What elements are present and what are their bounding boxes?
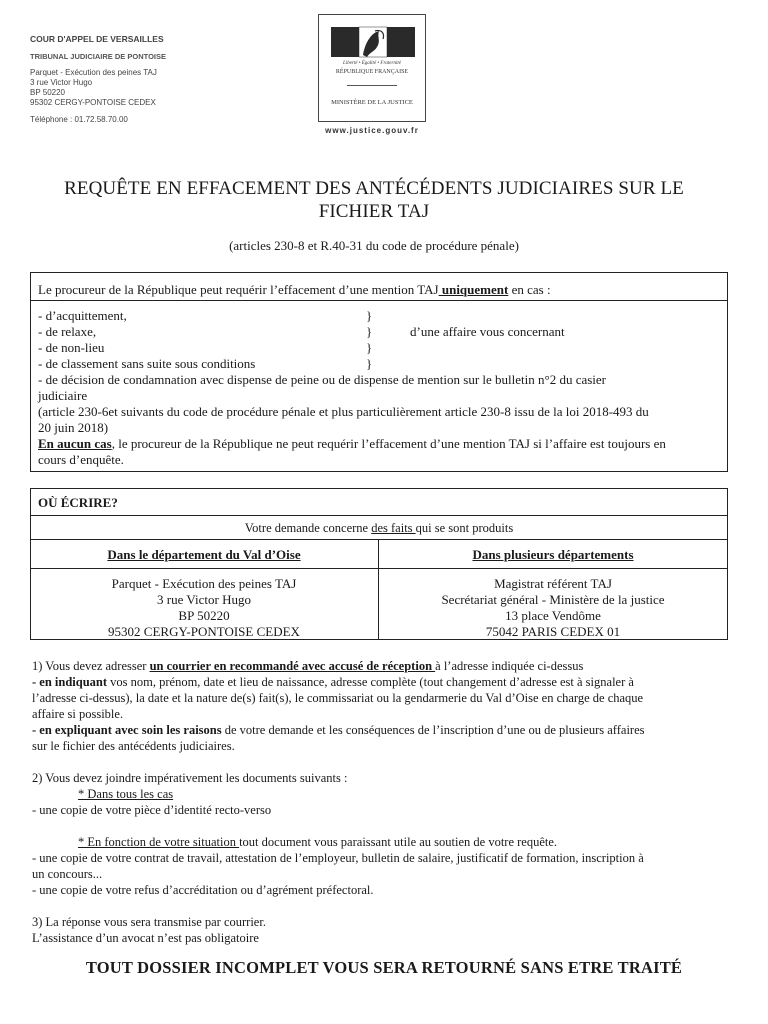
court-name: COUR D'APPEL DE VERSAILLES — [30, 34, 164, 44]
case-concern: d’une affaire vous concernant — [410, 324, 565, 339]
step-1-details: - en indiquant vos nom, prénom, date et lieu de naissance, adresse complète (tout changement d’adresse est à signaler à — [32, 675, 634, 689]
case-item: - de relaxe, — [38, 324, 97, 339]
logo-divider — [347, 85, 397, 86]
logo-ministry: MINISTÈRE DE LA JUSTICE — [331, 99, 413, 106]
paris-address: Magistrat référent TAJ Secrétariat général - Ministère de la justice 13 place Vendôme 75042 PARIS CEDEX 01 — [441, 576, 665, 639]
box-divider — [30, 515, 728, 516]
all-cases-label: * Dans tous les cas — [78, 787, 174, 801]
conditions-intro: Le procureur de la République peut requérir l’effacement d’une mention TAJ uniquement en cas : — [38, 282, 551, 297]
address-line: Parquet - Exécution des peines TAJ — [30, 68, 157, 77]
ministry-url: www.justice.gouv.fr — [325, 126, 419, 135]
phone: Téléphone : 01.72.58.70.00 — [30, 115, 128, 124]
box-divider — [30, 300, 728, 301]
logo-republic: RÉPUBLIQUE FRANÇAISE — [335, 69, 409, 75]
case-list — [38, 308, 368, 372]
val-doise-address: Parquet - Exécution des peines TAJ 3 rue Victor Hugo BP 50220 95302 CERGY-PONTOISE CEDEX — [108, 576, 300, 639]
step-1-reasons: - en expliquant avec soin les raisons de votre demande et les conséquences de l’inscription d’une ou de plusieurs affaires — [32, 723, 645, 737]
address-line: 95302 CERGY-PONTOISE CEDEX — [30, 98, 156, 107]
condamnation-text: - de décision de condamnation avec dispense de peine ou de dispense de mention sur le bulletin n°2 du casier judiciaire (article 230-6et suivants du code de procédure pénale et plus particulièrement article 230-8 issu de la loi 2018-493 du 20 juin 2018) En aucun cas, le procureur de la République ne peut requérir l’effacement d’une mention TAJ si l’affaire est toujours en cours d’enquête. — [38, 372, 666, 467]
box-divider — [30, 568, 728, 569]
lawyer-note: L’assistance d’un avocat n’est pas obligatoire — [32, 931, 259, 945]
case-item: - de classement sans suite sous conditions — [38, 356, 256, 371]
several-departments-heading: Dans plusieurs départements — [472, 547, 634, 562]
logo-motto: Liberté • Égalité • Fraternité — [343, 61, 401, 66]
step-1: 1) Vous devez adresser un courrier en recommandé avec accusé de réception à l’adresse indiquée ci-dessus — [32, 659, 584, 673]
letterhead — [30, 34, 290, 125]
id-copy: - une copie de votre pièce d’identité recto-verso — [32, 803, 272, 817]
case-item: - d’acquittement, — [38, 308, 127, 323]
step-3: 3) La réponse vous sera transmise par courrier. — [32, 915, 266, 929]
address-line: 3 rue Victor Hugo — [30, 78, 93, 87]
instructions: 1) Vous devez adresser un courrier en recommandé avec accusé de réception à l’adresse indiquée ci-dessus - en indiquant vos nom, prénom, date et lieu de naissance, adresse complète (tout changement d’adresse est à signaler à l’adresse ci-dessus), la date et la nature de(s) fait(s), le commissariat ou la gendarmerie du Val d’Oise en charge de chaque affaire si possible. - en expliquant avec soin les raisons de votre demande et les conséquences de l’inscription d’une ou de plusieurs affaires sur le fichier des antécédents judiciaires. 2) Vous devez joindre impérativement les documents suivants : * Dans tous les cas - une copie de votre pièce d’identité recto-verso * En fonction de votre situation tout document vous paraissant utile au soutien de votre requête. - une copie de votre contrat de travail, attestation de l’employeur, bulletin de salaire, justificatif de formation, inscription à un concours... - une copie de votre refus d’accréditation ou d’agrément préfectoral. 3) La réponse vous sera transmise par courrier. L’assistance d’un avocat n’est pas obligatoire — [32, 658, 732, 946]
step-2: 2) Vous devez joindre impérativement les documents suivants : — [32, 771, 348, 785]
val-doise-heading: Dans le département du Val d’Oise — [107, 547, 301, 562]
incomplete-warning: TOUT DOSSIER INCOMPLET VOUS SERA RETOURNÉ SANS ETRE TRAITÉ — [85, 958, 683, 977]
page-title-line2: FICHIER TAJ — [318, 201, 430, 222]
case-item: - de non-lieu — [38, 340, 105, 355]
ministry-logo — [318, 14, 426, 122]
page-title-line1: REQUÊTE EN EFFACEMENT DES ANTÉCÉDENTS JUDICIAIRES SUR LE — [64, 178, 684, 199]
legal-articles: (articles 230-8 et R.40-31 du code de procédure pénale) — [229, 238, 519, 253]
brace-column: } } } } — [366, 308, 373, 371]
box-divider — [30, 539, 728, 540]
where-heading: OÙ ÉCRIRE? — [38, 495, 118, 510]
tribunal-name: TRIBUNAL JUDICIAIRE DE PONTOISE — [30, 52, 166, 61]
situation-docs: * En fonction de votre situation tout document vous paraissant utile au soutien de votre requête. — [78, 835, 558, 849]
where-concern: Votre demande concerne des faits qui se sont produits — [244, 521, 514, 535]
address-line: BP 50220 — [30, 88, 65, 97]
